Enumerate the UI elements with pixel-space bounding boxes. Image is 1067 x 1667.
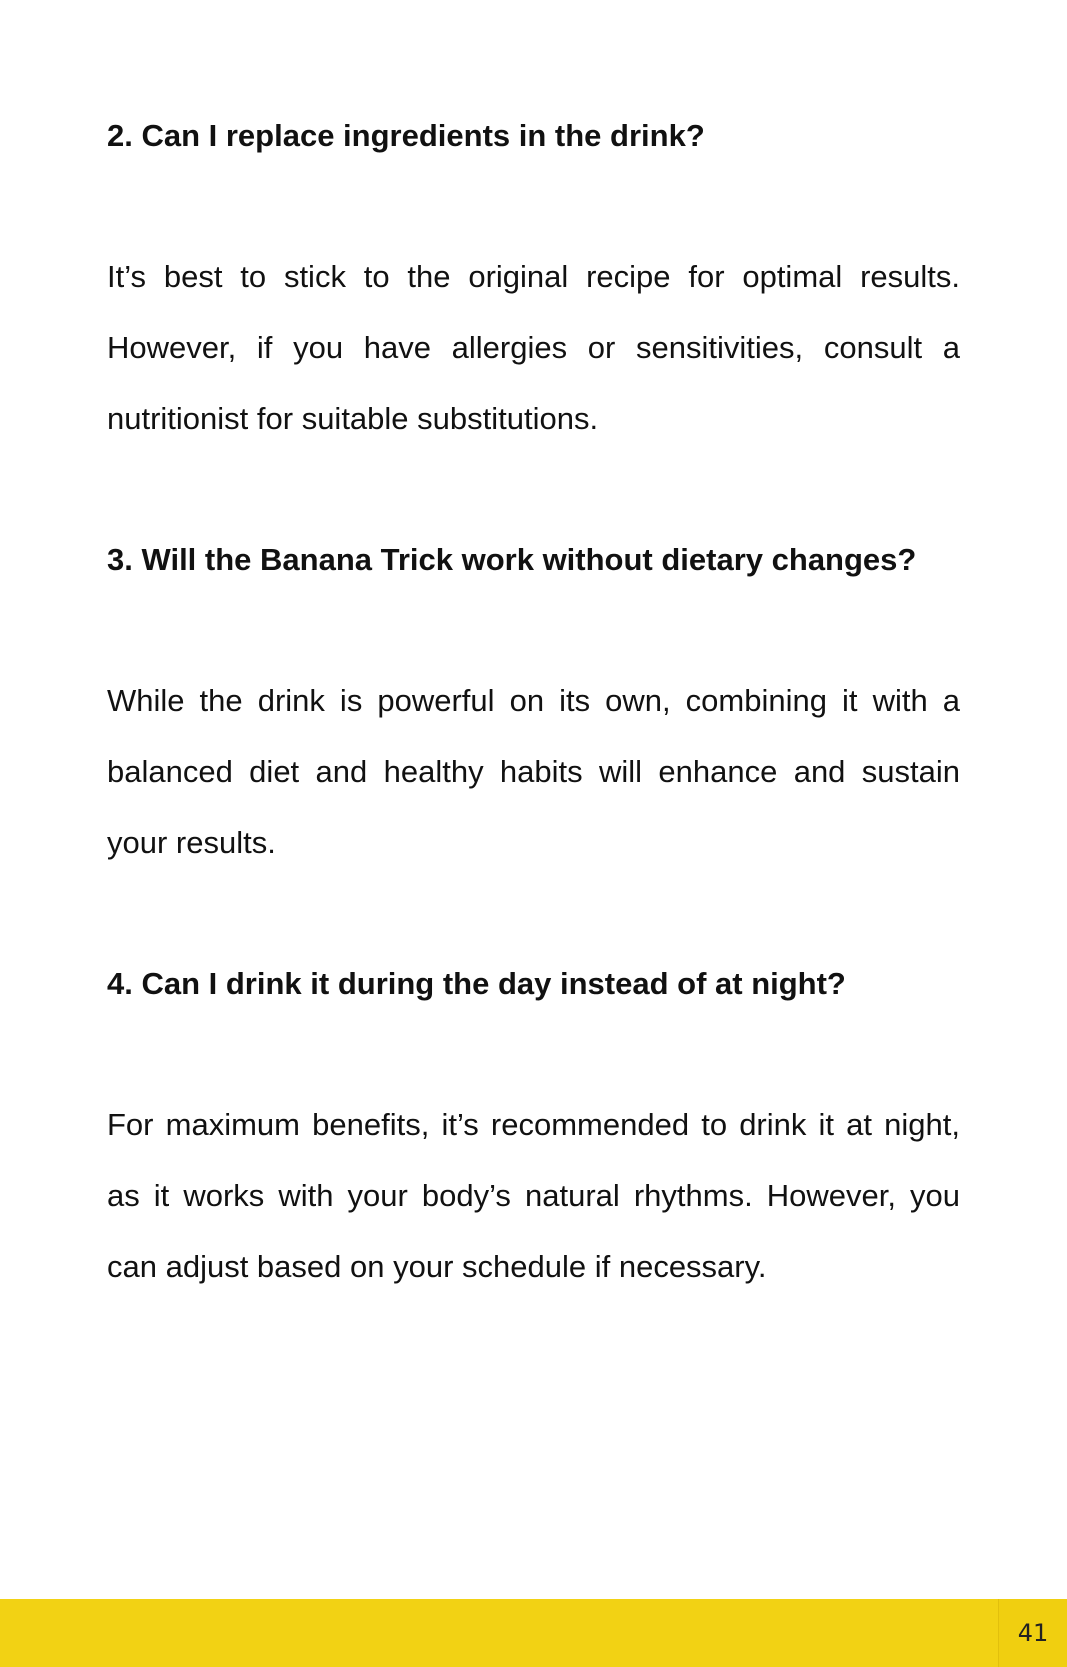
faq-answer-2: It’s best to stick to the original recipe for optimal results. However, if you have allergies or sensitivities, consult a nutritionist for suitable substitutions. — [107, 259, 960, 436]
faq-answer-4: For maximum benefits, it’s recommended to drink it at night, as it works with your body’s natural rhythms. However, you can adjust based on your schedule if necessary. — [107, 1107, 960, 1284]
faq-question-2: 2. Can I replace ingredients in the drink? — [107, 118, 705, 153]
faq-question-4: 4. Can I drink it during the day instead of at night? — [107, 966, 846, 1001]
page-number: 41 — [998, 1599, 1067, 1667]
faq-answer-3: While the drink is powerful on its own, combining it with a balanced diet and healthy habits will enhance and sustain your results. — [107, 683, 960, 860]
footer-bar — [0, 1599, 1067, 1667]
faq-content — [107, 100, 960, 1302]
faq-question-3: 3. Will the Banana Trick work without dietary changes? — [107, 542, 917, 577]
